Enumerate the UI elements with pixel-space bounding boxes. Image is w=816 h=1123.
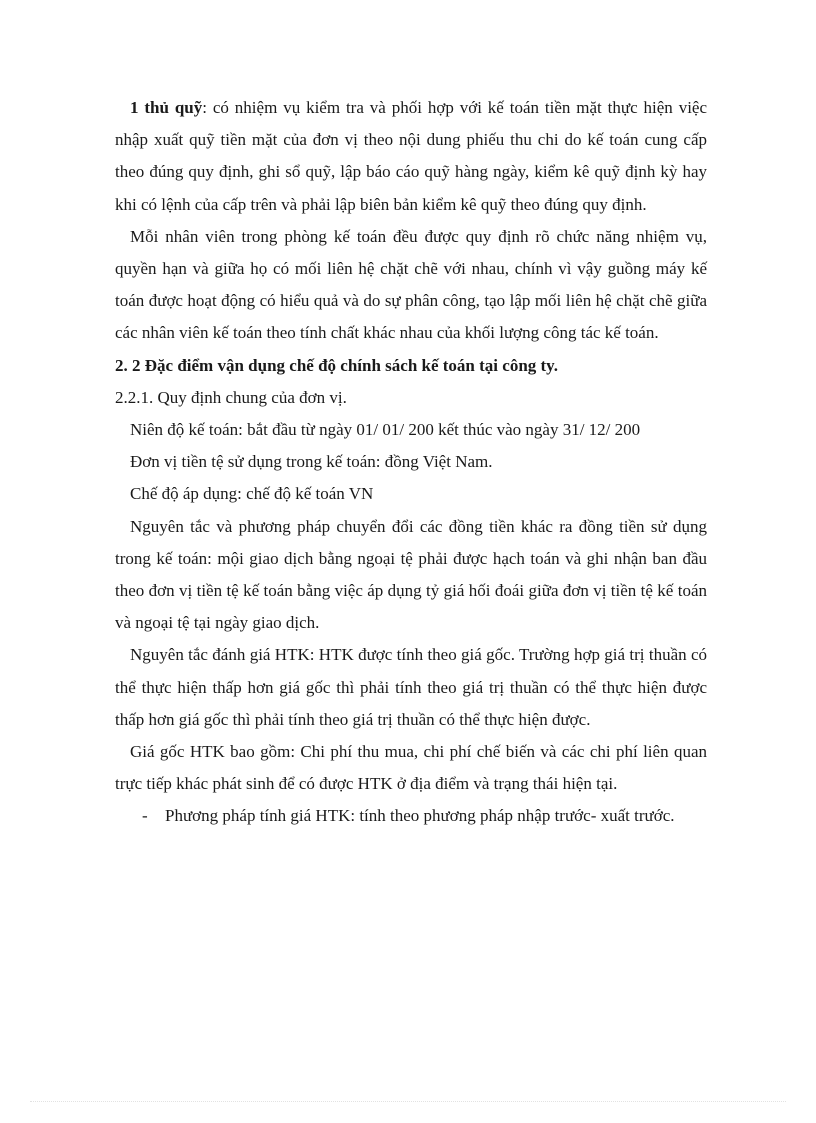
paragraph-currency-conversion: Nguyên tắc và phương pháp chuyển đổi các đồng tiền khác ra đồng tiền sử dụng trong kế toán: mội giao dịch bằng ngoại tệ phải được hạch toán và ghi nhận ban đầu theo đơn vị tiền tệ kế toán bằng việc áp dụng tỷ giá hối đoái giữa đơn vị tiền tệ kế toán và ngoại tệ tại ngày giao dịch. xyxy=(115,516,707,633)
paragraph-accounting-regime: Chế độ áp dụng: chế độ kế toán VN xyxy=(130,484,374,504)
section-heading: 2. 2 Đặc điểm vận dụng chế độ chính sách kế toán tại công ty. xyxy=(115,355,558,375)
paragraph-inventory-cost: Giá gốc HTK bao gồm: Chi phí thu mua, chi phí chế biến và các chi phí liên quan trực tiếp khác phát sinh để có được HTK ở địa điểm và trạng thái hiện tại. xyxy=(115,742,707,794)
treasurer-term: 1 thủ quỹ xyxy=(130,98,203,117)
page-footer-divider xyxy=(30,1101,786,1102)
paragraph-currency: Đơn vị tiền tệ sử dụng trong kế toán: đồng Việt Nam. xyxy=(130,452,493,472)
bullet-dash: - xyxy=(142,806,148,826)
bullet-text: Phương pháp tính giá HTK: tính theo phương pháp nhập trước- xuất trước. xyxy=(165,806,675,826)
bullet-inventory-method xyxy=(115,800,707,832)
paragraph-fiscal-year: Niên độ kế toán: bắt đầu từ ngày 01/ 01/ 200 kết thúc vào ngày 31/ 12/ 200 xyxy=(130,420,641,440)
paragraph-inventory-valuation: Nguyên tắc đánh giá HTK: HTK được tính theo giá gốc. Trường hợp giá trị thuần có thể thực hiện thấp hơn giá gốc thì phải tính theo giá trị thuần có thể thực hiện được thấp hơn giá gốc thì phải tính theo giá trị thuần có thể thực hiện được. xyxy=(115,645,707,729)
treasurer-description: : có nhiệm vụ kiểm tra và phối hợp với kế toán tiền mặt thực hiện việc nhập xuất quỹ tiền mặt của đơn vị theo nội dung phiếu thu chi do kế toán cung cấp theo đúng quy định, ghi sổ quỹ, lập báo cáo quỹ hàng ngày, kiểm kê quỹ định kỳ hay khi có lệnh của cấp trên và phải lập biên bản kiểm kê quỹ theo đúng quy định. xyxy=(115,98,708,214)
document-body xyxy=(115,92,707,833)
subsection-heading: 2.2.1. Quy định chung của đơn vị. xyxy=(115,387,347,407)
paragraph-treasurer xyxy=(115,92,707,221)
paragraph-staff-duties: Mỗi nhân viên trong phòng kế toán đều được quy định rõ chức năng nhiệm vụ, quyền hạn và giữa họ có mối liên hệ chặt chẽ với nhau, chính vì vậy guồng máy kế toán được hoạt động có hiểu quả và do sự phân công, tạo lập mối liên hệ chặt chẽ giữa các nhân viên kế toán theo tính chất khác nhau của khối lượng công tác kế toán. xyxy=(115,226,707,343)
